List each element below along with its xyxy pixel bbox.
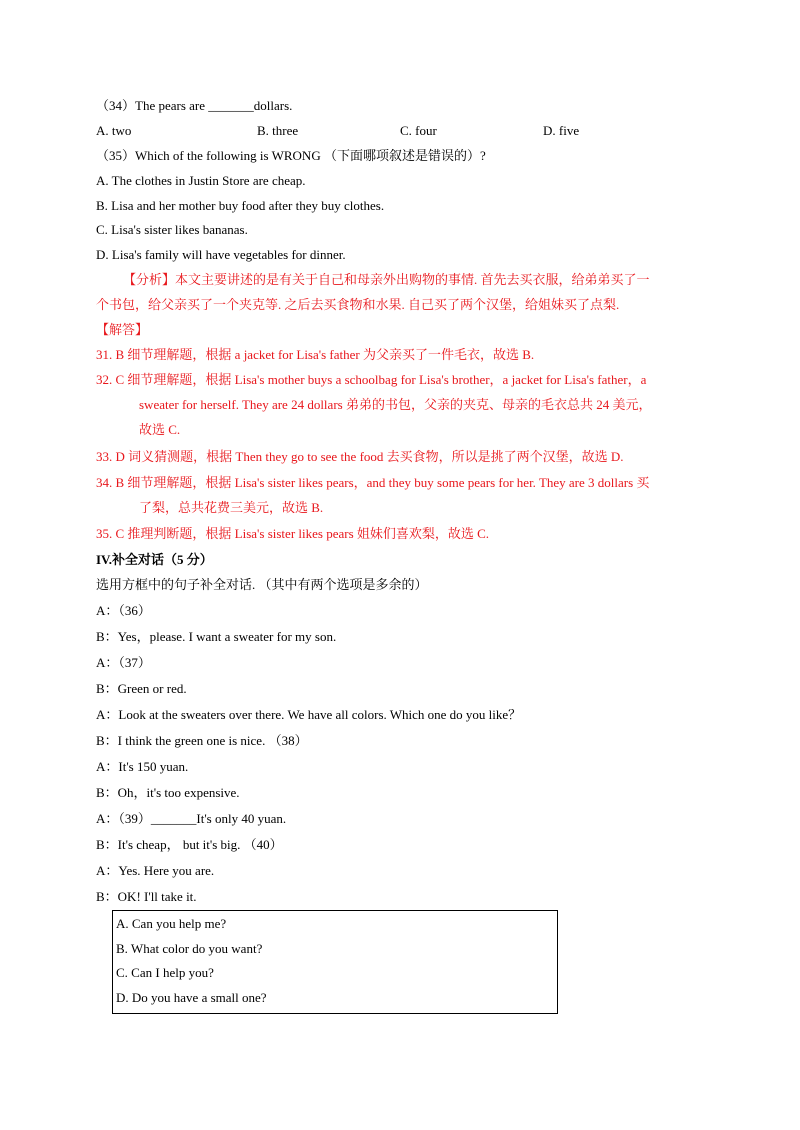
box-option-c: C. Can I help you? [116, 965, 214, 980]
q34-option-d: D. five [543, 123, 580, 138]
answer-32-line-1: 32. C 细节理解题，根据 Lisa's mother buys a schoolbag for Lisa's brother，a jacket for Lisa's father，a [96, 372, 647, 387]
box-option-a: A. Can you help me? [116, 916, 227, 931]
dialogue-line: A：（39）_______It's only 40 yuan. [96, 811, 287, 826]
question-34: （34）The pears are _______dollars. [96, 98, 293, 113]
dialogue-line: A：Yes. Here you are. [96, 863, 215, 878]
answer-32-line-3: 故选 C. [139, 422, 181, 437]
dialogue-line: B：Oh，it's too expensive. [96, 785, 240, 800]
q35-option-a: A. The clothes in Justin Store are cheap. [96, 173, 306, 188]
q35-option-b: B. Lisa and her mother buy food after they buy clothes. [96, 198, 385, 213]
dialogue-line: B：I think the green one is nice. （38） [96, 733, 308, 748]
q34-option-b: B. three [257, 123, 299, 138]
analysis-line-2: 个书包，给父亲买了一个夹克等. 之后去买食物和水果. 自己买了两个汉堡，给姐妹买了点梨. [96, 297, 620, 312]
answer-35: 35. C 推理判断题，根据 Lisa's sister likes pears 姐妹们喜欢梨，故选 C. [96, 526, 490, 541]
q35-option-c: C. Lisa's sister likes bananas. [96, 222, 248, 237]
dialogue-line: A：It's 150 yuan. [96, 759, 189, 774]
q34-option-c: C. four [400, 123, 437, 138]
options-box [112, 910, 558, 1014]
answer-33: 33. D 词义猜测题，根据 Then they go to see the food 去买食物，所以是挑了两个汉堡，故选 D. [96, 449, 624, 464]
q34-option-a: A. two [96, 123, 132, 138]
dialogue-line: B：Green or red. [96, 681, 187, 696]
box-option-b: B. What color do you want? [116, 941, 263, 956]
box-option-d: D. Do you have a small one? [116, 990, 267, 1005]
dialogue-line: B：It's cheap， but it's big. （40） [96, 837, 283, 852]
dialogue-line: A：（36） [96, 603, 151, 618]
dialogue-line: B：OK! I'll take it. [96, 889, 197, 904]
answer-31: 31. B 细节理解题，根据 a jacket for Lisa's father 为父亲买了一件毛衣，故选 B. [96, 347, 535, 362]
answer-34-line-2: 了梨，总共花费三美元，故选 B. [139, 500, 324, 515]
section-heading: IV.补全对话（5 分） [96, 552, 213, 567]
answer-34-line-1: 34. B 细节理解题，根据 Lisa's sister likes pears，and they buy some pears for her. They are 3 dollars 买 [96, 475, 650, 490]
answer-32-line-2: sweater for herself. They are 24 dollars 弟弟的书包，父亲的夹克、母亲的毛衣总共 24 美元， [139, 397, 652, 412]
analysis-line-1: 【分析】本文主要讲述的是有关于自己和母亲外出购物的事情. 首先去买衣服，给弟弟买了一 [123, 272, 650, 287]
section-instruction: 选用方框中的句子补全对话. （其中有两个选项是多余的） [96, 577, 428, 592]
q35-option-d: D. Lisa's family will have vegetables for dinner. [96, 247, 346, 262]
answer-heading: 【解答】 [96, 322, 149, 337]
dialogue-line: B：Yes，please. I want a sweater for my son. [96, 629, 337, 644]
dialogue-line: A：（37） [96, 655, 151, 670]
dialogue-line: A：Look at the sweaters over there. We have all colors. Which one do you like？ [96, 707, 522, 722]
question-35: （35）Which of the following is WRONG （下面哪项叙述是错误的）? [96, 148, 486, 163]
